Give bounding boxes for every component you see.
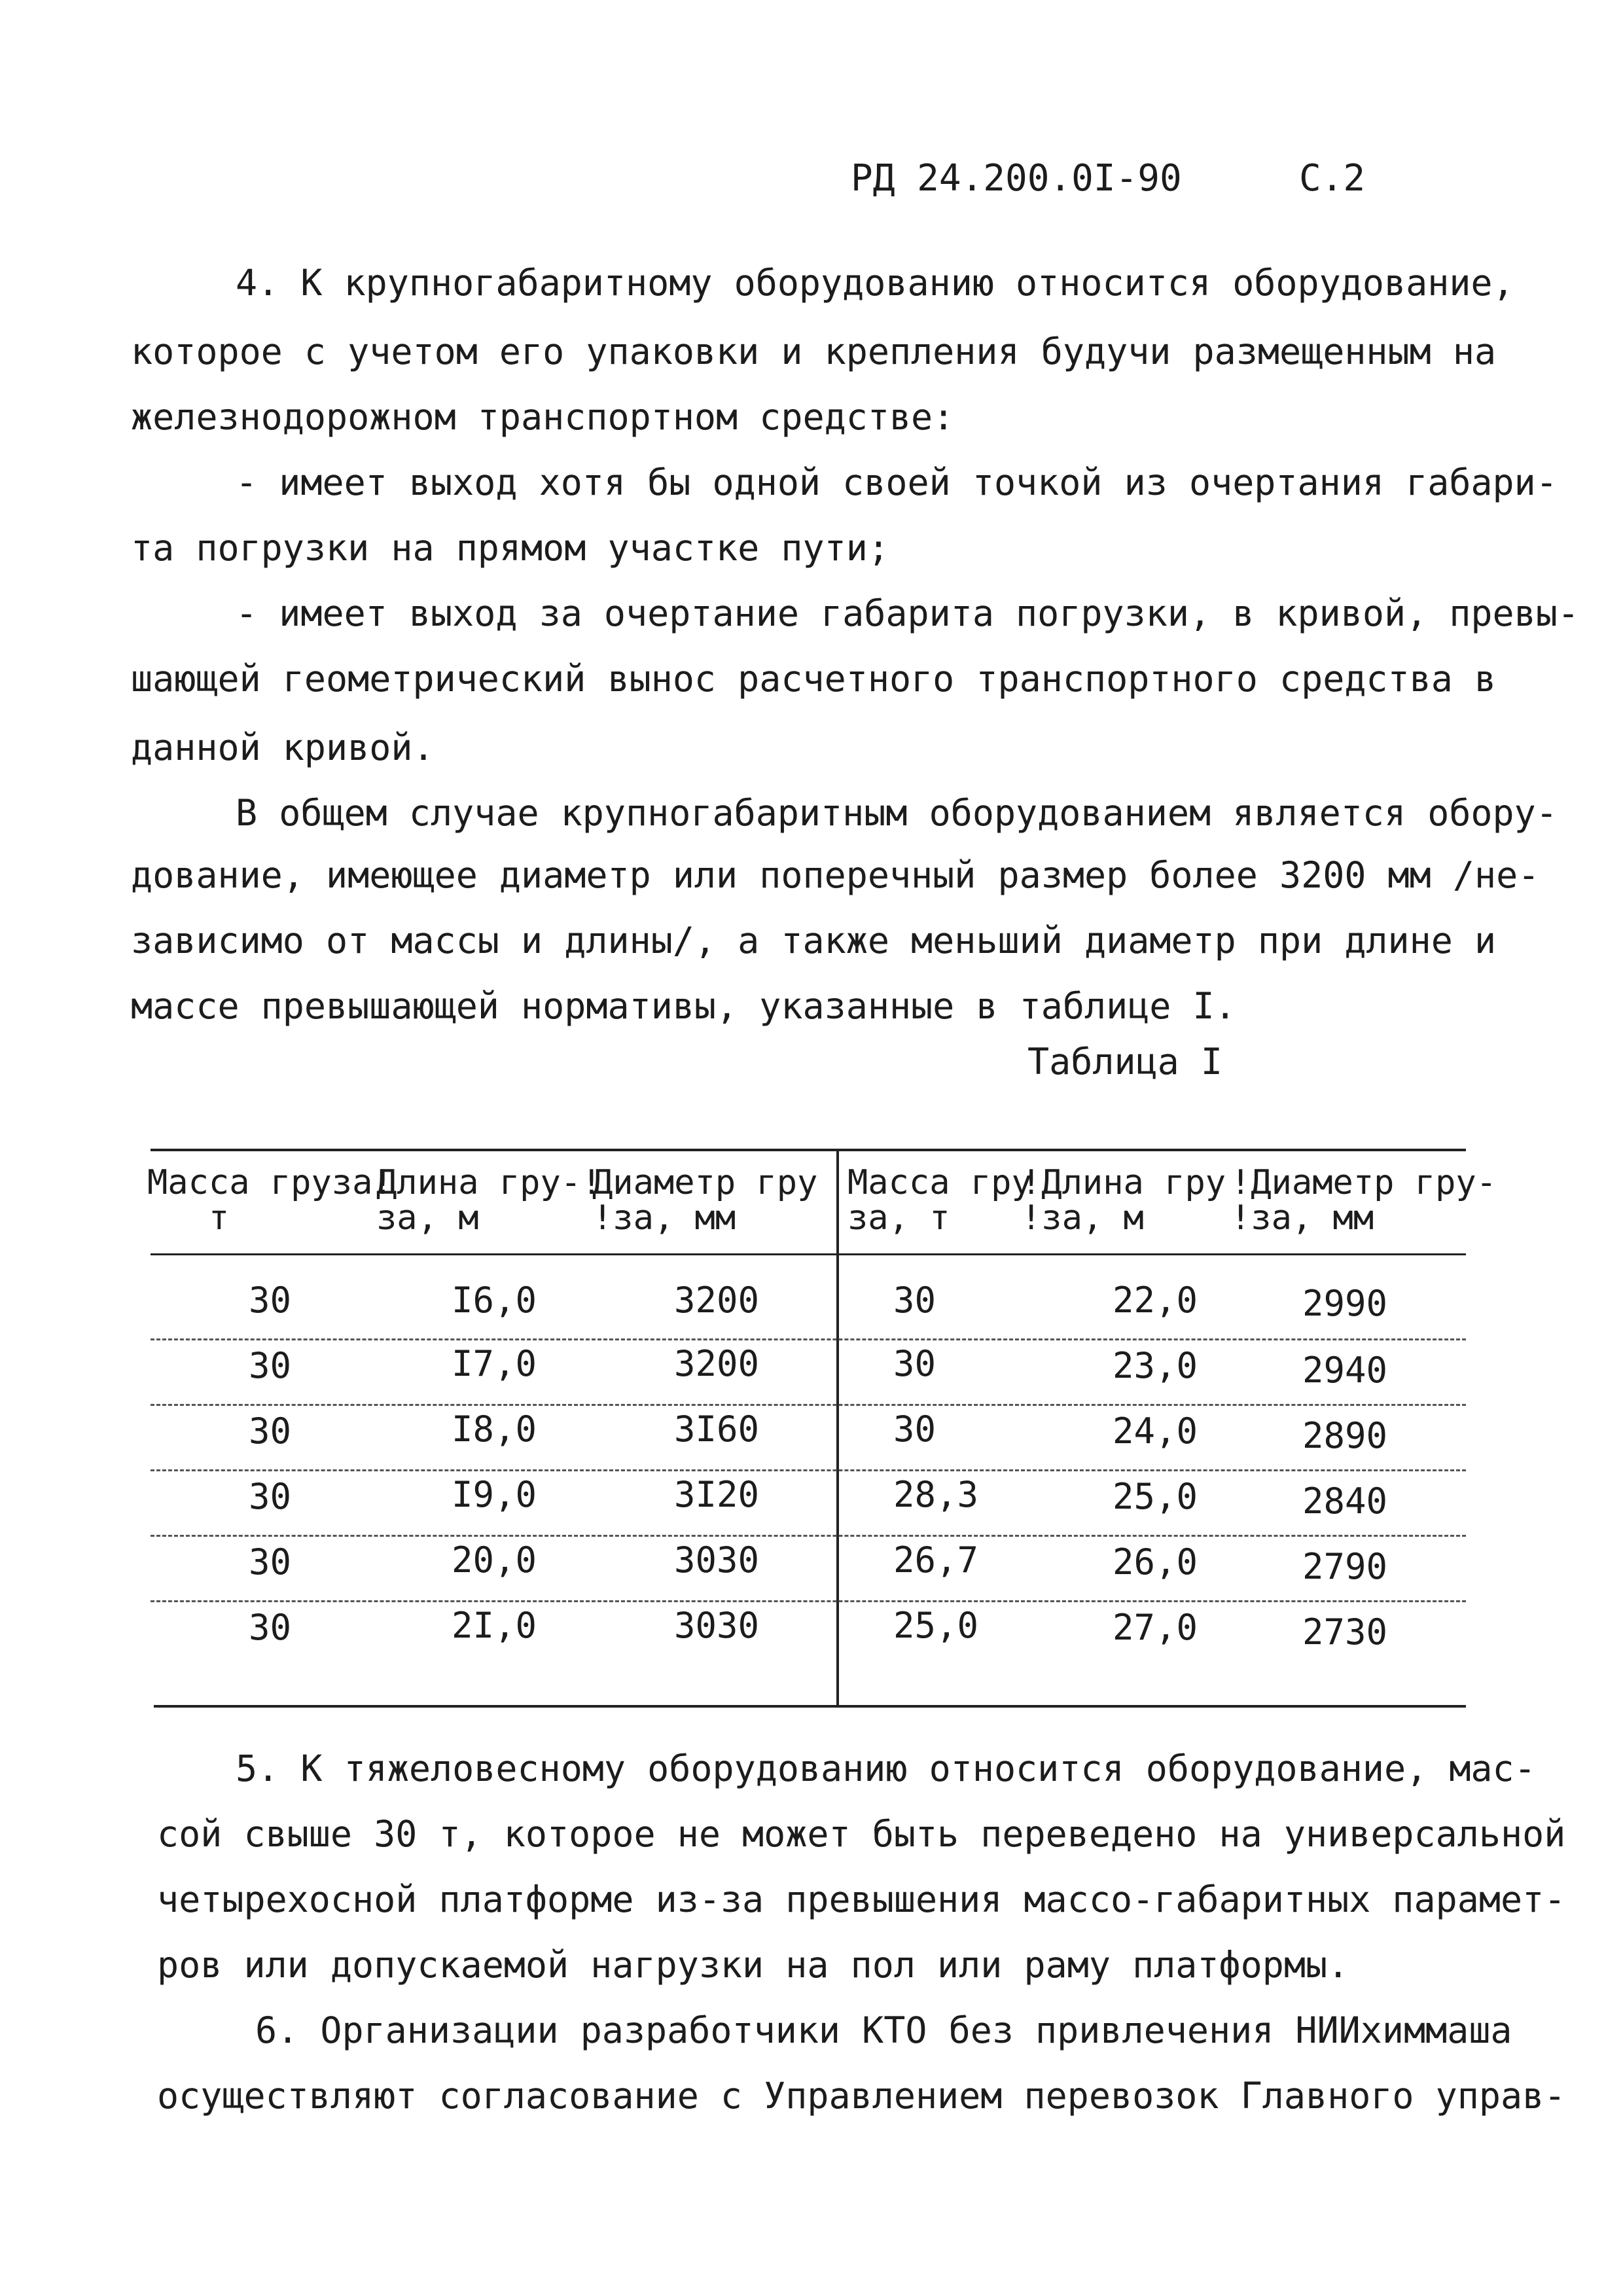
cell-mass-left: 30 bbox=[249, 1607, 292, 1648]
cell-mass-left: 30 bbox=[249, 1280, 292, 1321]
cell-mass-left: 30 bbox=[249, 1410, 292, 1452]
cell-mass-left: 30 bbox=[249, 1345, 292, 1386]
paragraph-6-line-2: осуществляют согласование с Управлением перевозок Главного управ- bbox=[157, 2075, 1566, 2117]
paragraph-6-line-1: 6. Организации разработчики КТО без привлечения НИИхиммаша bbox=[255, 2009, 1512, 2051]
cell-diameter-right: 2940 bbox=[1302, 1350, 1388, 1391]
column-header-length-right: !Длина гру !за, м bbox=[1021, 1163, 1226, 1238]
column-header-length-left: Длина гру-! за, м bbox=[376, 1163, 602, 1238]
paragraph-4-line-3: железнодорожном транспортном средстве: bbox=[131, 396, 955, 438]
cell-mass-left: 30 bbox=[249, 1476, 292, 1517]
cell-mass-right: 30 bbox=[893, 1408, 936, 1450]
paragraph-5-line-3: четырехосной платформе из-за превышения массо-габаритных парамет- bbox=[157, 1878, 1566, 1920]
bullet-2-line-2: шающей геометрический вынос расчетного транспортного средства в bbox=[131, 658, 1497, 700]
general-paragraph-line-4: массе превышающей нормативы, указанные в таблице I. bbox=[131, 985, 1236, 1027]
cell-length-left: 2I,0 bbox=[452, 1605, 537, 1646]
document-code: РД 24.200.0I-90 bbox=[851, 157, 1182, 200]
cell-length-left: I6,0 bbox=[452, 1280, 537, 1321]
cell-mass-right: 30 bbox=[893, 1280, 936, 1321]
row-separator bbox=[151, 1338, 1466, 1340]
cell-length-left: I7,0 bbox=[452, 1343, 537, 1384]
general-paragraph-line-3: зависимо от массы и длины/, а также меньший диаметр при длине и bbox=[131, 920, 1497, 961]
cell-diameter-left: 3I20 bbox=[674, 1474, 760, 1515]
cell-diameter-left: 3030 bbox=[674, 1605, 760, 1646]
cell-length-right: 25,0 bbox=[1113, 1476, 1198, 1517]
table-center-divider bbox=[836, 1149, 839, 1705]
cell-diameter-left: 3200 bbox=[674, 1280, 760, 1321]
paragraph-4-line-1: 4. К крупногабаритному оборудованию относится оборудование, bbox=[236, 262, 1514, 304]
column-header-mass-right: Масса гру за, т bbox=[847, 1163, 1032, 1238]
row-separator bbox=[151, 1404, 1466, 1406]
cell-length-left: 20,0 bbox=[452, 1539, 537, 1581]
cell-diameter-right: 2990 bbox=[1302, 1283, 1388, 1324]
cell-mass-right: 30 bbox=[893, 1343, 936, 1384]
paragraph-5-line-1: 5. К тяжеловесному оборудованию относится оборудование, мас- bbox=[236, 1748, 1536, 1789]
cell-diameter-right: 2790 bbox=[1302, 1546, 1388, 1587]
paragraph-4-line-2: которое с учетом его упаковки и крепления будучи размещенным на bbox=[131, 331, 1497, 372]
table-bottom-rule bbox=[154, 1705, 1466, 1708]
bullet-1-line-2: та погрузки на прямом участке пути; bbox=[131, 527, 889, 569]
table-caption: Таблица I bbox=[1027, 1041, 1223, 1083]
cell-diameter-right: 2730 bbox=[1302, 1611, 1388, 1653]
row-separator bbox=[151, 1535, 1466, 1537]
paragraph-5-line-2: сой свыше 30 т, которое не может быть переведено на универсальной bbox=[157, 1813, 1566, 1855]
cell-diameter-right: 2840 bbox=[1302, 1480, 1388, 1522]
bullet-1-line-1: - имеет выход хотя бы одной своей точкой из очертания габари- bbox=[236, 461, 1558, 503]
paragraph-5-line-4: ров или допускаемой нагрузки на пол или раму платформы. bbox=[157, 1944, 1349, 1986]
table-top-rule bbox=[151, 1149, 1466, 1151]
cell-diameter-left: 3030 bbox=[674, 1539, 760, 1581]
cell-mass-left: 30 bbox=[249, 1541, 292, 1583]
cell-length-right: 24,0 bbox=[1113, 1410, 1198, 1452]
page-number: С.2 bbox=[1299, 157, 1366, 200]
column-header-mass-left: Масса груза! т bbox=[147, 1163, 393, 1238]
cell-diameter-left: 3I60 bbox=[674, 1408, 760, 1450]
row-separator bbox=[151, 1600, 1466, 1602]
cell-length-left: I9,0 bbox=[452, 1474, 537, 1515]
cell-length-right: 26,0 bbox=[1113, 1541, 1198, 1583]
cell-mass-right: 28,3 bbox=[893, 1474, 979, 1515]
column-header-diameter-right: !Диаметр гру- !за, мм bbox=[1230, 1163, 1497, 1238]
cell-diameter-left: 3200 bbox=[674, 1343, 760, 1384]
bullet-2-line-3: данной кривой. bbox=[131, 726, 435, 768]
general-paragraph-line-2: дование, имеющее диаметр или поперечный размер более 3200 мм /не- bbox=[131, 854, 1540, 896]
row-separator bbox=[151, 1469, 1466, 1471]
column-header-diameter-left: Диаметр гру !за, мм bbox=[592, 1163, 818, 1238]
cell-diameter-right: 2890 bbox=[1302, 1415, 1388, 1456]
general-paragraph-line-1: В общем случае крупногабаритным оборудованием является обору- bbox=[236, 792, 1558, 834]
cell-mass-right: 25,0 bbox=[893, 1605, 979, 1646]
cell-length-right: 22,0 bbox=[1113, 1280, 1198, 1321]
cell-length-left: I8,0 bbox=[452, 1408, 537, 1450]
table-header-rule bbox=[151, 1253, 1466, 1255]
cell-mass-right: 26,7 bbox=[893, 1539, 979, 1581]
cell-length-right: 27,0 bbox=[1113, 1607, 1198, 1648]
cell-length-right: 23,0 bbox=[1113, 1345, 1198, 1386]
bullet-2-line-1: - имеет выход за очертание габарита погрузки, в кривой, превы- bbox=[236, 592, 1579, 634]
